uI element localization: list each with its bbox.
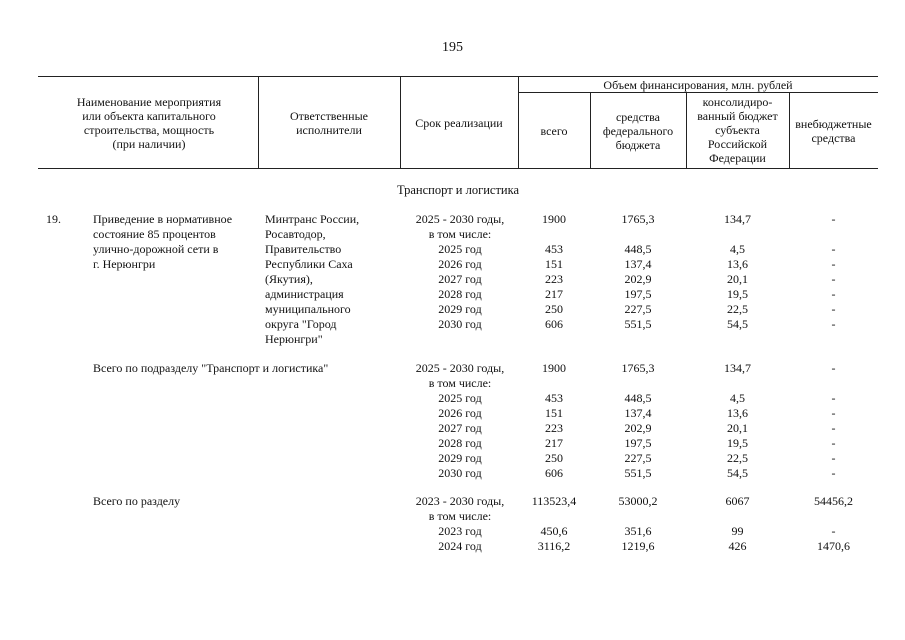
section-total-total: 113523,4 450,6 3116,2: [531, 494, 577, 553]
subtotal-offbudget: - - - - - - -: [831, 361, 836, 480]
section-total-federal: 53000,2 351,6 1219,6: [618, 494, 658, 553]
item19-period: 2025 - 2030 годы, в том числе: 2025 год 2026 год 2027 год 2028 год 2029 год 2030 год: [415, 212, 505, 331]
item19-federal: 1765,3 448,5 137,4 202,9 197,5 227,5 551,5: [621, 212, 655, 331]
item19-offbudget: - - - - - - -: [831, 212, 836, 331]
subtotal-total: 1900 453 151 223 217 250 606: [542, 361, 566, 480]
item19-number: 19.: [46, 212, 61, 226]
subtotal-federal: 1765,3 448,5 137,4 202,9 197,5 227,5 551,5: [621, 361, 655, 480]
header-funding-group: Объем финансирования, млн. рублей: [603, 78, 793, 92]
subtotal-period: 2025 - 2030 годы, в том числе: 2025 год 2026 год 2027 год 2028 год 2029 год 2030 год: [415, 361, 505, 480]
header-period: Срок реализации: [415, 116, 503, 130]
header-regional: консолидиро- ванный бюджет субъекта Российской Федерации: [697, 95, 778, 165]
item19-total: 1900 453 151 223 217 250 606: [542, 212, 566, 331]
section-total-regional: 6067 99 426: [725, 494, 750, 553]
section-total-offbudget: 54456,2 - 1470,6: [814, 494, 853, 553]
header-name: Наименование мероприятия или объекта капитального строительства, мощность (при наличии): [76, 95, 222, 151]
section-title: Транспорт и логистика: [396, 183, 520, 197]
header-bottom-border: [38, 168, 878, 169]
funding-group-border: [518, 92, 878, 93]
header-total: всего: [540, 124, 568, 138]
item19-responsible: Минтранс России, Росавтодор, Правительство Республики Саха (Якутия), администрация муниципального округа "Город Нерюнгри": [265, 212, 360, 346]
header-responsible: Ответственные исполнители: [290, 109, 368, 137]
header-offbudget: внебюджетные средства: [795, 117, 872, 145]
section-total-name: Всего по разделу: [93, 494, 181, 508]
header-federal: средства федерального бюджета: [602, 110, 674, 152]
item19-name: Приведение в нормативное состояние 85 процентов улично-дорожной сети в г. Нерюнгри: [93, 212, 233, 271]
section-total-period: 2023 - 2030 годы, в том числе: 2023 год 2024 год: [415, 494, 505, 553]
page-number: 195: [442, 40, 463, 55]
subtotal-regional: 134,7 4,5 13,6 20,1 19,5 22,5 54,5: [724, 361, 751, 480]
subtotal-name: Всего по подразделу "Транспорт и логистика": [93, 361, 329, 375]
header-top-border: [38, 76, 878, 77]
item19-regional: 134,7 4,5 13,6 20,1 19,5 22,5 54,5: [724, 212, 751, 331]
